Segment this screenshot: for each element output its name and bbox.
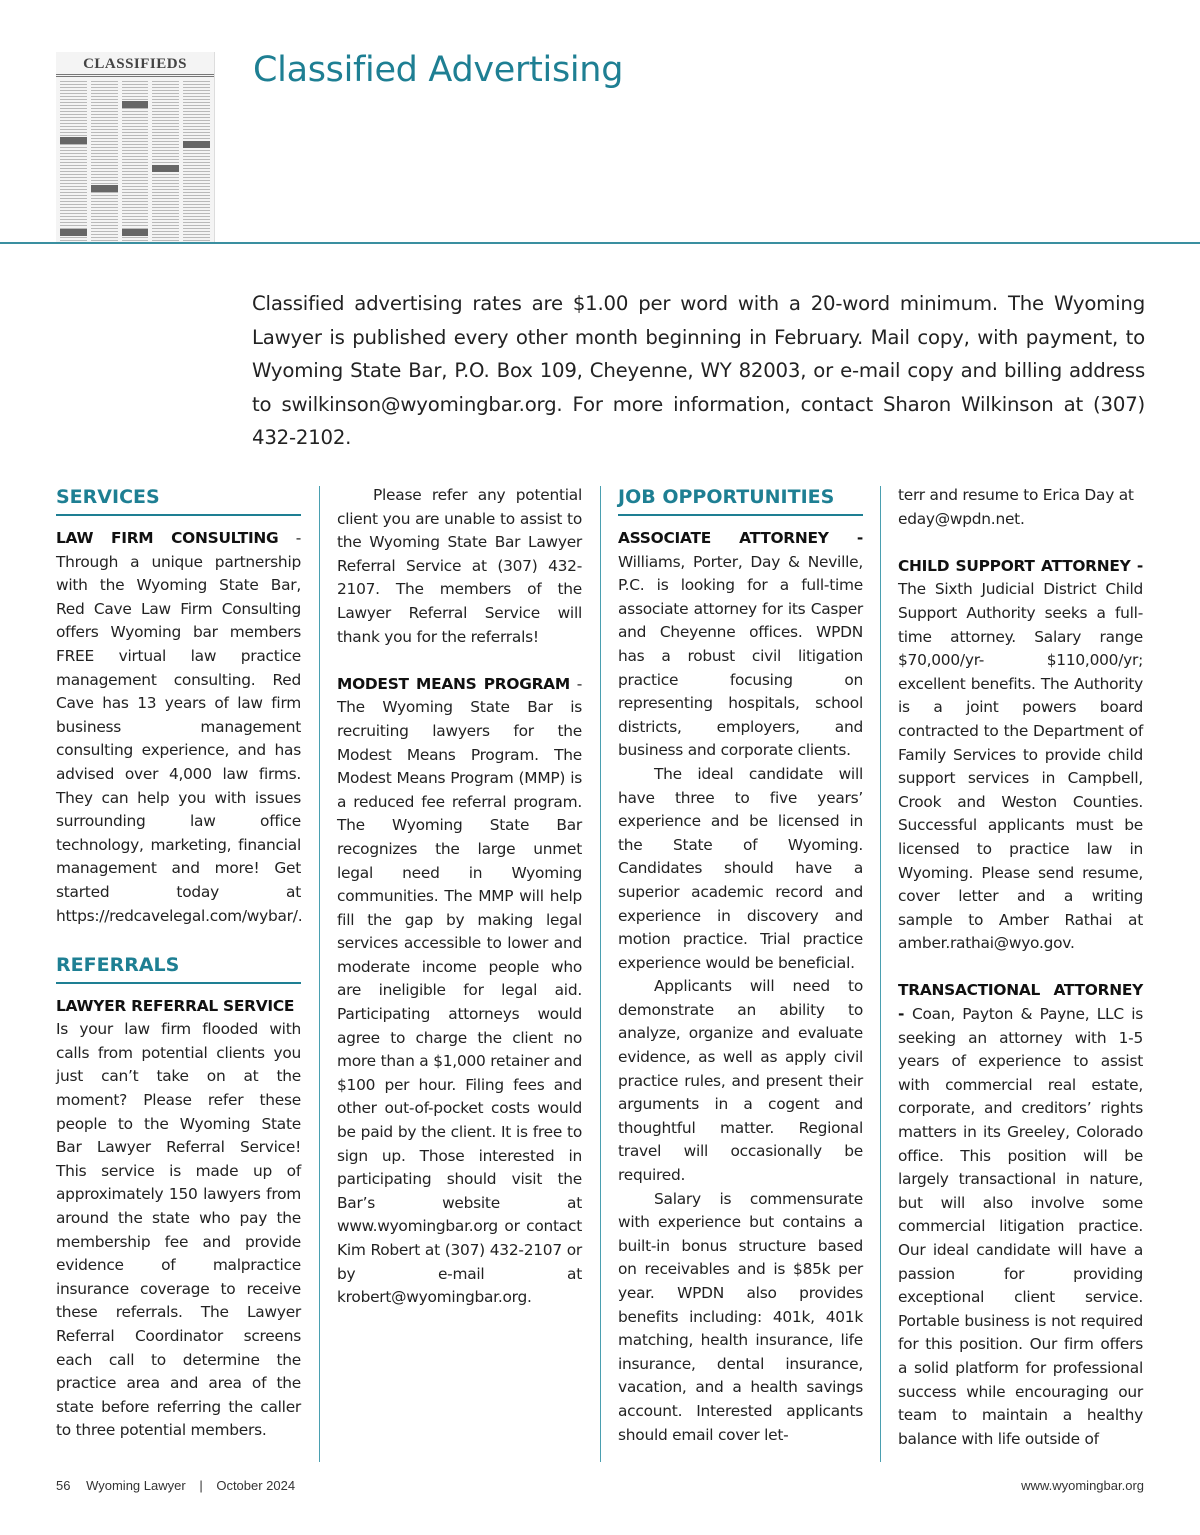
publication-name: Wyoming Lawyer: [86, 1478, 186, 1493]
column-1: [56, 484, 301, 1443]
child-support-attorney-listing: [898, 555, 1143, 956]
listing-body: - The Wyoming State Bar is recruiting lawyers for the Modest Means Program. The Modest Means Program (MMP) is a reduced fee referral program. The Wyoming State Bar recognizes the large unmet legal need in Wyoming communities. The MMP will help fill the gap by making legal services accessible to lower and moderate income people who are ineligible for legal aid. Participating attorneys would agree to charge the client no more than a $1,000 retainer and $100 per hour. Filing fees and other out-of-pocket costs would be paid by the client. It is free to sign up. Those interested in participating should visit the Bar’s website at www.wyomingbar.org or contact Kim Robert at (307) 432-2107 or by e-mail at krobert@wyomingbar.org.: [337, 674, 582, 1307]
law-firm-consulting-listing: [56, 527, 301, 928]
issue-date: October 2024: [216, 1478, 296, 1493]
associate-attorney-listing: [618, 527, 863, 763]
associate-paragraph-2: The ideal candidate will have three to five years’ experience and be licensed in the State of Wyoming. Candidates should have a superior academic record and experience in discovery and motion practice. Trial practice experience would be beneficial.: [618, 764, 863, 972]
lawyer-referral-continued: Please refer any potential client you are unable to assist to the Wyoming State Bar Lawyer Referral Service at (307) 432-2107. The members of the Lawyer Referral Service will thank you for the referrals!: [337, 486, 582, 646]
thumbnail-column: [122, 81, 149, 243]
column-3: [618, 484, 863, 1447]
footer-website: www.wyomingbar.org: [1021, 1478, 1144, 1493]
associate-paragraph-3: Applicants will need to demonstrate an ability to analyze, organize and evaluate evidence, as well as apply civil practice rules, and present their arguments in a cogent and thoughtful matter. Regional travel will occasionally be required.: [618, 977, 863, 1185]
listing-body: Williams, Porter, Day & Neville, P.C. is looking for a full-time associate attorney for its Casper and Cheyenne offices. WPDN has a robust civil litigation practice focusing on representing hospitals, school districts, employers, and business and corporate clients.: [618, 552, 863, 760]
thumbnail-label: CLASSIFIEDS: [56, 52, 214, 77]
modest-means-listing: [337, 673, 582, 1310]
job-opportunities-heading: JOB OPPORTUNITIES: [618, 484, 863, 516]
listing-title: MODEST MEANS PROGRAM: [337, 674, 570, 693]
associate-paragraph-4: Salary is commensurate with experience but contains a built-in bonus structure based on receivables and is $85k per year. WPDN also provides benefits including: 401k, 401k matching, health insurance, life insurance, dental insurance, vacation, and a health savings account. Interested applicants should email cover let-: [618, 1189, 863, 1444]
intro-paragraph: Classified advertising rates are $1.00 per word with a 20-word minimum. The Wyoming Lawyer is published every other month beginning in February. Mail copy, with payment, to Wyoming State Bar, P.O. Box 109, Cheyenne, WY 82003, or e-mail copy and billing address to swilkinson@wyomingbar.org. For more information, contact Sharon Wilkinson at (307) 432-2102.: [252, 292, 1145, 449]
listing-title: TRANSACTIONAL ATTORNEY -: [898, 981, 1143, 1024]
thumbnail-column: [60, 81, 87, 243]
listing-body: - Through a unique partnership with the Wyoming State Bar, Red Cave Law Firm Consulting offers Wyoming bar members FREE virtual law practice management consulting. Red Cave has 13 years of law firm business management consulting experience, and has advised over 4,000 law firms. They can help you with issues surrounding law office technology, marketing, financial management and more! Get started today at https://redcavelegal.com/wybar/.: [56, 529, 303, 925]
title-divider: [0, 242, 1200, 244]
column-divider: [600, 486, 601, 1462]
page-number: 56: [56, 1478, 71, 1493]
thumbnail-column: [183, 81, 210, 243]
thumbnail-column: [91, 81, 118, 243]
lawyer-referral-listing: [56, 995, 301, 1443]
classifieds-thumbnail-image: [56, 52, 215, 243]
thumbnail-columns: [56, 77, 214, 243]
associate-paragraph-4-continued: terr and resume to Erica Day at eday@wpdn.net.: [898, 486, 1134, 528]
listing-title: LAW FIRM CONSULTING: [56, 529, 279, 547]
column-2: [337, 484, 582, 1310]
page-title: Classified Advertising: [253, 50, 624, 90]
footer-publication: [56, 1478, 295, 1493]
services-heading: SERVICES: [56, 484, 301, 516]
footer-separator: |: [199, 1478, 203, 1493]
listing-body: Is your law firm flooded with calls from potential clients you just can’t take on at the moment? Please refer these people to the Wyoming State Bar Lawyer Referral Service! This service is made up of approximately 150 lawyers from around the state who pay the membership fee and provide evidence of malpractice insurance coverage to receive these referrals. The Lawyer Referral Coordinator screens each call to determine the practice area and area of the state before referring the caller to three potential members.: [56, 1020, 301, 1440]
listing-body: Coan, Payton & Payne, LLC is seeking an attorney with 1-5 years of experience to assist with commercial real estate, corporate, and creditors’ rights matters in its Greeley, Colorado office. This position will be largely transactional in nature, but will also involve some commercial litigation practice. Our ideal candidate will have a passion for providing exceptional client service. Portable business is not required for this position. Our firm offers a solid platform for professional success while encouraging our team to maintain a healthy balance with life outside of: [898, 1005, 1143, 1448]
thumbnail-column: [152, 81, 179, 243]
column-divider: [880, 486, 881, 1462]
column-divider: [319, 486, 320, 1462]
transactional-attorney-listing: [898, 979, 1143, 1451]
listing-title: CHILD SUPPORT ATTORNEY -: [898, 556, 1143, 575]
referrals-heading: REFERRALS: [56, 952, 301, 984]
listing-title: ASSOCIATE ATTORNEY -: [618, 529, 863, 547]
listing-body: The Sixth Judicial District Child Support Authority seeks a full-time attorney. Salary range $70,000/yr- $110,000/yr; excellent benefits. The Authority is a joint powers board contracted to the Department of Family Services to provide child support services in Campbell, Crook and Weston Counties. Successful applicants must be licensed to practice law in Wyoming. Please send resume, cover letter and a writing sample to Amber Rathai at amber.rathai@wyo.gov.: [898, 580, 1143, 953]
column-4: [898, 484, 1143, 1451]
listing-title: LAWYER REFERRAL SERVICE: [56, 996, 295, 1015]
